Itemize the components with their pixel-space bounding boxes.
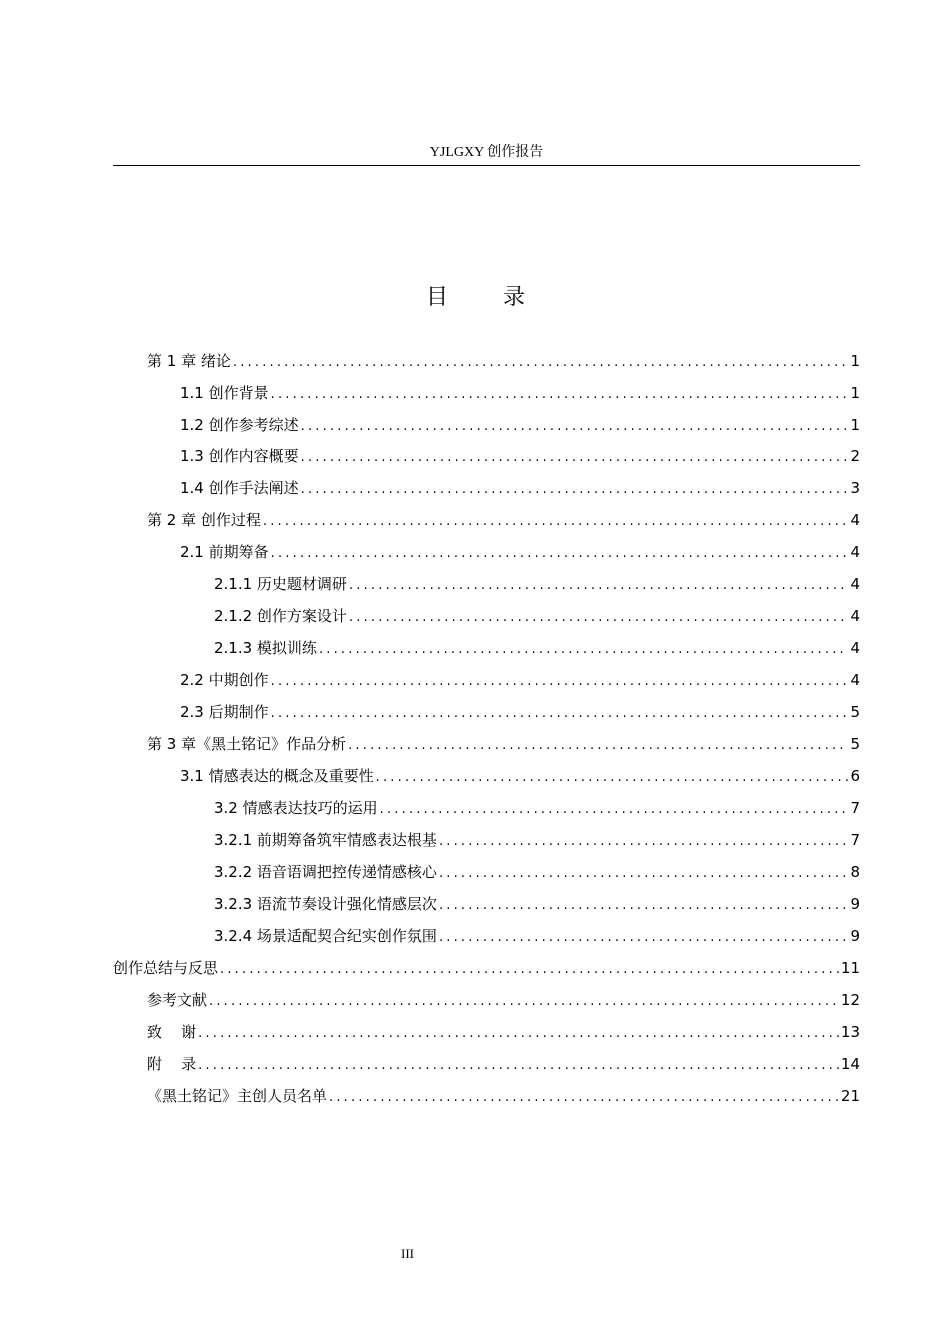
toc-entry-3-2-1[interactable] — [214, 828, 860, 852]
toc-entry-page: 5 — [850, 735, 860, 753]
toc-entry-label: 1.3 创作内容概要 — [180, 447, 299, 465]
toc-entry-2-2[interactable] — [180, 668, 860, 692]
toc-dot-leader — [198, 1054, 839, 1078]
toc-entry-page: 12 — [840, 991, 860, 1009]
toc-entry-page: 8 — [850, 863, 860, 881]
toc-entry-references[interactable] — [147, 988, 860, 1012]
toc-dot-leader — [319, 638, 848, 662]
toc-entry-label: 2.2 中期创作 — [180, 671, 269, 689]
toc-entry-2-3[interactable] — [180, 700, 860, 724]
toc-entry-summary[interactable] — [113, 956, 860, 980]
toc-dot-leader — [198, 1022, 839, 1046]
toc-dot-leader — [301, 478, 848, 502]
toc-entry-label: 第 2 章 创作过程 — [147, 511, 261, 529]
toc-entry-page: 4 — [850, 543, 860, 561]
toc-entry-label: 致 谢 — [147, 1023, 197, 1041]
toc-title: 目 录 — [426, 285, 549, 310]
toc-entry-3-2-4[interactable] — [214, 924, 860, 948]
toc-entry-page: 2 — [850, 447, 860, 465]
toc-entry-label: 3.2.3 语流节奏设计强化情感层次 — [214, 895, 437, 913]
toc-entry-label: 附 录 — [147, 1055, 197, 1073]
toc-dot-leader — [271, 670, 848, 694]
toc-dot-leader — [271, 383, 848, 407]
toc-entry-page: 7 — [850, 831, 860, 849]
toc-entry-2-1[interactable] — [180, 540, 860, 564]
toc-entry-page: 4 — [850, 639, 860, 657]
toc-entry-label: 3.1 情感表达的概念及重要性 — [180, 767, 374, 785]
toc-entry-page: 5 — [850, 703, 860, 721]
toc-dot-leader — [301, 415, 848, 439]
toc-entry-chapter-1[interactable] — [147, 349, 860, 373]
toc-dot-leader — [348, 734, 848, 758]
toc-entry-label: 3.2.1 前期筹备筑牢情感表达根基 — [214, 831, 437, 849]
toc-entry-page: 14 — [840, 1055, 860, 1073]
toc-entry-3-1[interactable] — [180, 764, 860, 788]
toc-entry-label: 《黑土铭记》主创人员名单 — [147, 1087, 328, 1105]
toc-entry-2-1-1[interactable] — [214, 572, 860, 596]
toc-entry-2-1-3[interactable] — [214, 636, 860, 660]
header-rule — [113, 165, 860, 166]
toc-entry-page: 4 — [850, 575, 860, 593]
toc-entry-page: 9 — [850, 927, 860, 945]
toc-dot-leader — [349, 606, 848, 630]
toc-entry-credits[interactable] — [147, 1084, 860, 1108]
toc-dot-leader — [263, 510, 848, 534]
toc-entry-1-4[interactable] — [180, 476, 860, 500]
page-number: III — [401, 1246, 414, 1261]
toc-dot-leader — [376, 766, 848, 790]
toc-entry-page: 4 — [850, 511, 860, 529]
toc-entry-label: 参考文献 — [147, 991, 208, 1009]
toc-entry-chapter-3[interactable] — [147, 732, 860, 756]
toc-entry-acknowledgements[interactable] — [147, 1020, 860, 1044]
toc-entry-label: 创作总结与反思 — [113, 959, 219, 977]
toc-dot-leader — [220, 958, 839, 982]
toc-entry-3-2-2[interactable] — [214, 860, 860, 884]
toc-dot-leader — [301, 446, 848, 470]
toc-dot-leader — [349, 574, 848, 598]
toc-entry-label: 2.1.3 模拟训练 — [214, 639, 317, 657]
toc-entry-page: 11 — [840, 959, 860, 977]
toc-entry-label: 第 1 章 绪论 — [147, 352, 231, 370]
toc-entry-label: 3.2 情感表达技巧的运用 — [214, 799, 378, 817]
toc-entry-page: 13 — [840, 1023, 860, 1041]
toc-entry-page: 4 — [850, 607, 860, 625]
toc-entry-label: 2.1.1 历史题材调研 — [214, 575, 347, 593]
toc-entry-label: 1.1 创作背景 — [180, 384, 269, 402]
toc-dot-leader — [233, 351, 848, 375]
toc-entry-page: 7 — [850, 799, 860, 817]
toc-entry-appendix[interactable] — [147, 1052, 860, 1076]
toc-entry-page: 1 — [850, 384, 860, 402]
toc-entry-label: 1.2 创作参考综述 — [180, 416, 299, 434]
toc-dot-leader — [271, 542, 848, 566]
toc-entry-label: 第 3 章《黑土铭记》作品分析 — [147, 735, 347, 753]
toc-entry-label: 2.1 前期筹备 — [180, 543, 269, 561]
toc-entry-2-1-2[interactable] — [214, 604, 860, 628]
toc-entry-page: 1 — [850, 416, 860, 434]
toc-dot-leader — [439, 862, 848, 886]
toc-entry-1-2[interactable] — [180, 413, 860, 437]
toc-dot-leader — [439, 830, 848, 854]
toc-entry-label: 2.3 后期制作 — [180, 703, 269, 721]
toc-entry-label: 1.4 创作手法阐述 — [180, 479, 299, 497]
toc-entry-label: 3.2.2 语音语调把控传递情感核心 — [214, 863, 437, 881]
toc-dot-leader — [271, 702, 848, 726]
toc-dot-leader — [439, 926, 848, 950]
toc-entry-chapter-2[interactable] — [147, 508, 860, 532]
toc-entry-1-1[interactable] — [180, 381, 860, 405]
toc-entry-page: 21 — [840, 1087, 860, 1105]
toc-entry-page: 9 — [850, 895, 860, 913]
toc-entry-3-2-3[interactable] — [214, 892, 860, 916]
toc-entry-page: 4 — [850, 671, 860, 689]
toc-entry-page: 6 — [850, 767, 860, 785]
toc-dot-leader — [329, 1086, 839, 1110]
toc-dot-leader — [209, 990, 839, 1014]
running-header: YJLGXY 创作报告 — [429, 145, 544, 160]
toc-entry-3-2[interactable] — [214, 796, 860, 820]
toc-entry-1-3[interactable] — [180, 444, 860, 468]
toc-entry-label: 2.1.2 创作方案设计 — [214, 607, 347, 625]
toc-dot-leader — [439, 894, 848, 918]
toc-entry-label: 3.2.4 场景适配契合纪实创作氛围 — [214, 927, 437, 945]
toc-entry-page: 1 — [850, 352, 860, 370]
toc-dot-leader — [380, 798, 848, 822]
toc-entry-page: 3 — [850, 479, 860, 497]
